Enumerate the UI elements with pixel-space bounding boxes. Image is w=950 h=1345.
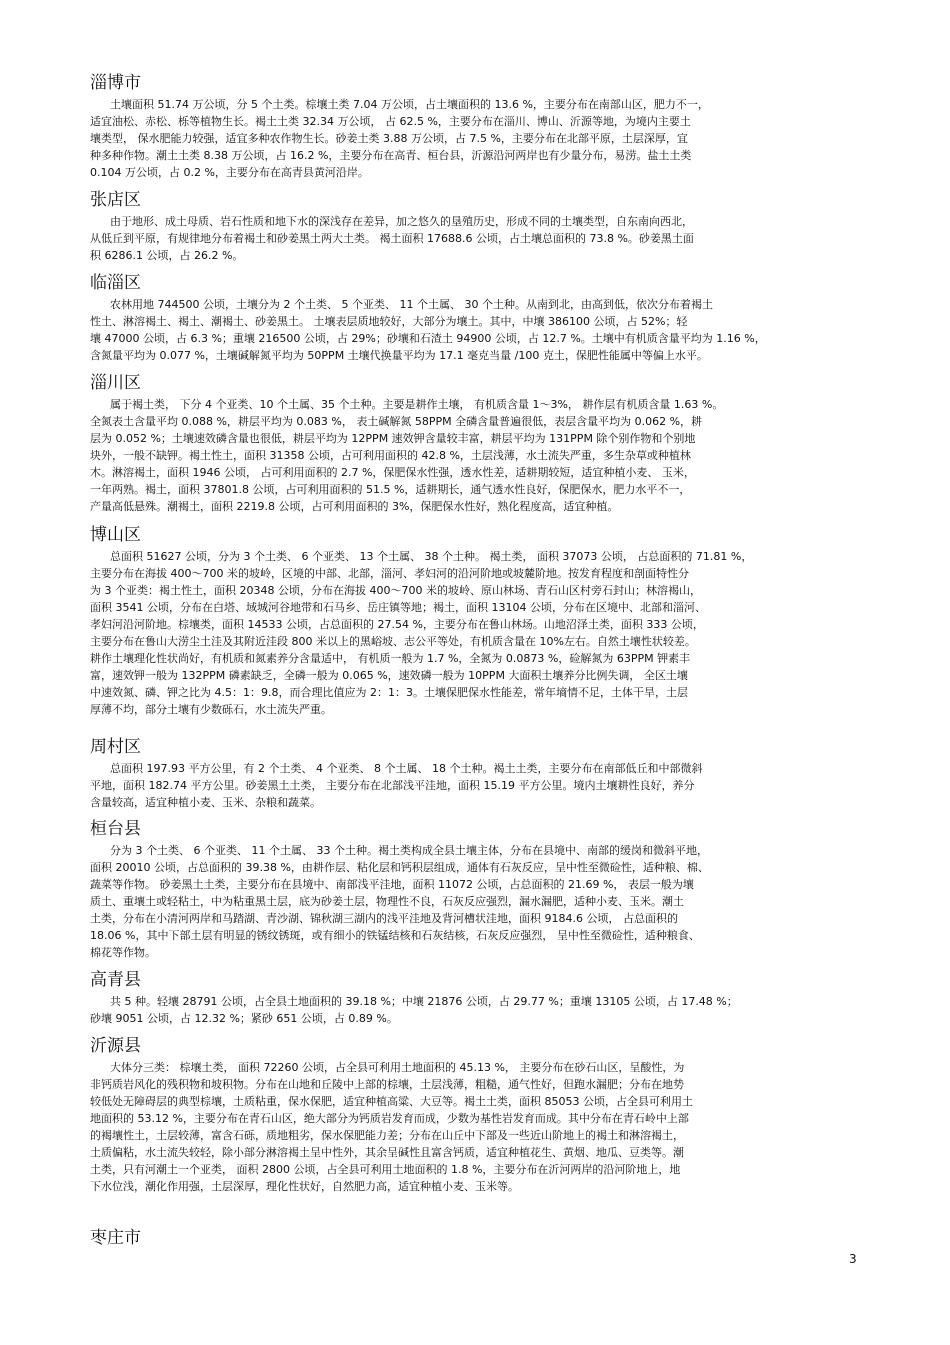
paragraph-line: 面积 3541 公顷，分布在白塔、域城河谷地带和石马乡、岳庄镇等地；褐土，面积 13104 公顷，分布在区境中、北部和淄河、 [90, 601, 706, 614]
section-zichuan [90, 372, 860, 515]
section-heading: 周村区 [90, 737, 141, 757]
section-heading: 桓台县 [90, 819, 141, 839]
section-linzi [90, 272, 860, 364]
paragraph-line: 砂壤 9051 公顷，占 12.32 %；紧砂 651 公顷，占 0.89 %。 [90, 1012, 398, 1025]
section-heading: 临淄区 [90, 273, 141, 293]
paragraph-line: 块外，一般不缺钾。褐土性土，面积 31358 公顷，占可利用面积的 42.8 %，土层浅薄，水土流失严重，多生杂草或种植林 [90, 449, 691, 462]
section-heading: 高青县 [90, 970, 141, 990]
paragraph-line: 积 6286.1 公顷，占 26.2 %。 [90, 249, 244, 262]
section-boshan [90, 524, 860, 718]
section-zhoucun [90, 736, 860, 811]
paragraph-line: 主要分布在海拔 400～700 米的坡岭，区境的中部、北部，淄河、孝妇河的沿河阶地或坡麓阶地。按发育程度和剖面特性分 [90, 567, 689, 580]
section-gaoqing [90, 969, 860, 1027]
section-zhangdian [90, 189, 860, 264]
paragraph-line: 地面积的 53.12 %，主要分布在青石山区，绝大部分为钙质岩发育而成，少数为基性岩发育而成。其中分布在青石岭中上部 [90, 1112, 689, 1125]
paragraph-line: 种多种作物。潮土土类 8.38 万公顷，占 16.2 %，主要分布在高青、桓台县，沂源沿河两岸也有少量分布，易涝。盐土土类 [90, 149, 692, 162]
paragraph-line: 由于地形、成土母质、岩石性质和地下水的深浅存在差异，加之悠久的垦殖历史，形成不同的土壤类型，自东南向西北， [110, 215, 693, 228]
paragraph-line: 总面积 51627 公顷，分为 3 个土类、 6 个亚类、 13 个土属、 38 个土种。 褐土类， 面积 37073 公顷， 占总面积的 71.81 %， [110, 550, 753, 563]
paragraph-line: 从低丘到平原，有规律地分布着褐土和砂姜黑土两大土类。 褐土面积 17688.6 公顷，占土壤总面积的 73.8 %。砂姜黑土面 [90, 232, 694, 245]
section-heading: 博山区 [90, 525, 141, 545]
paragraph-line: 农林用地 744500 公顷，土壤分为 2 个土类、 5 个亚类、 11 个土属、 30 个土种。从南到北，由高到低，依次分布着褐土 [110, 298, 713, 311]
paragraph-line: 主要分布在鲁山大涝尘土洼及其附近洼段 800 米以上的黑峪坡、志公平等处，有机质含量在 10%左右。自然土壤性状较差。 [90, 635, 696, 648]
section-yiyuan [90, 1035, 860, 1195]
paragraph-line: 性土、淋溶褐土、褐土、潮褐土、砂姜黑土。 土壤表层质地较好，大部分为壤土。其中，中壤 386100 公顷，占 52%；轻 [90, 315, 688, 328]
paragraph-line: 蔬菜等作物。 砂姜黑土土类，主要分布在县境中、南部浅平洼地，面积 11072 公顷，占总面积的 21.69 %， 表层一般为壤 [90, 878, 694, 891]
paragraph-line: 含氮量平均为 0.077 %，土壤碱解氮平均为 50PPM 土壤代换量平均为 17.1 毫克当量 /100 克土，保肥性能属中等偏上水平。 [90, 349, 708, 362]
paragraph-line: 含量较高，适宜种植小麦、玉米、杂粮和蔬菜。 [90, 796, 321, 809]
section-huantai [90, 818, 860, 961]
paragraph-line: 厚薄不均，部分土壤有少数砾石，水土流失严重。 [90, 703, 332, 716]
paragraph-line: 下水位浅，潮化作用强，土层深厚，理化性状好，自然肥力高，适宜种植小麦、玉米等。 [90, 1180, 519, 1193]
paragraph-line: 非钙质岩风化的残积物和坡积物。分布在山地和丘陵中上部的棕壤，土层浅薄，粗糙，通气性好，但跑水漏肥；分布在地势 [90, 1078, 684, 1091]
paragraph-line: 土类，只有河潮土一个亚类， 面积 2800 公顷，占全县可利用土地面积的 1.8 %，主要分布在沂河两岸的沿河阶地上，地 [90, 1163, 681, 1176]
section-heading: 淄川区 [90, 373, 141, 393]
paragraph-line: 平地，面积 182.74 平方公里。砂姜黑土土类， 主要分布在北部浅平洼地，面积 15.19 平方公里。境内土壤耕性良好，养分 [90, 779, 695, 792]
paragraph-line: 土类，分布在小清河两岸和马踏湖、青沙湖、锦秋湖三湖内的浅平洼地及背河槽状洼地，面积 9184.6 公顷， 占总面积的 [90, 912, 678, 925]
paragraph-line: 共 5 种。轻壤 28791 公顷，占全县土地面积的 39.18 %；中壤 21876 公顷，占 29.77 %；重壤 13105 公顷，占 17.48 %； [110, 995, 738, 1008]
paragraph-line: 的褐壤性土，土层较薄，富含石砾，质地粗劣，保水保肥能力差；分布在山丘中下部及一些近山阶地上的褐土和淋溶褐土， [90, 1129, 684, 1142]
paragraph-line: 富，速效钾一般为 132PPM 磷素缺乏，全磷一般为 0.065 %，速效磷一般为 10PPM 大面积土壤养分比例失调， 全区土壤 [90, 669, 688, 682]
section-heading: 枣庄市 [90, 1228, 141, 1248]
paragraph-line: 较低处无障碍层的典型棕壤，土质粘重，保水保肥，适宜种植高粱、大豆等。褐土土类，面积 85053 公顷，占全县可利用土 [90, 1095, 693, 1108]
paragraph-line: 适宜油松、赤松、栎等植物生长。褐土土类 32.34 万公顷， 占 62.5 %，主要分布在淄川、博山、沂源等地，为境内主要土 [90, 115, 691, 128]
paragraph-line: 总面积 197.93 平方公里，有 2 个土类、 4 个亚类、 8 个土属、 18 个土种。褐土土类，主要分布在南部低丘和中部微斜 [110, 762, 703, 775]
paragraph-line: 质土、重壤土或轻粘土，中为粘重黑土层，底为砂姜土层，物理性不良，石灰反应强烈，漏水漏肥，适种小麦、玉米。潮土 [90, 895, 684, 908]
paragraph-line: 全氮表土含量平均 0.088 %，耕层平均为 0.083 %， 表土碱解氮 58PPM 全磷含量普遍很低，表层含量平均为 0.062 %，耕 [90, 415, 703, 428]
section-heading: 张店区 [90, 190, 141, 210]
paragraph-line: 棉花等作物。 [90, 946, 156, 959]
section-heading: 淄博市 [90, 73, 141, 93]
section-zaozhuang [90, 1227, 860, 1251]
paragraph-line: 产量高低悬殊。潮褐土，面积 2219.8 公顷，占可利用面积的 3%，保肥保水性好，熟化程度高，适宜种植。 [90, 500, 619, 513]
paragraph-line: 土壤面积 51.74 万公顷，分 5 个土类。棕壤土类 7.04 万公顷，占土壤面积的 13.6 %，主要分布在南部山区，肥力不一， [110, 98, 709, 111]
paragraph-line: 为 3 个亚类：褐土性土，面积 20348 公顷，分布在海拔 400～700 米的坡岭、原山林场、青石山区村旁石封山；林溶褐山， [90, 584, 701, 597]
paragraph-line: 18.06 %，其中下部土层有明显的锈纹锈斑，或有细小的铁锰结核和石灰结核，石灰反应强烈， 呈中性至微硷性，适种粮食、 [90, 929, 700, 942]
paragraph-line: 面积 20010 公顷，占总面积的 39.38 %，由耕作层、粘化层和钙积层组成，通体有石灰反应，呈中性至微硷性，适种粮、棉、 [90, 861, 709, 874]
paragraph-line: 土质偏粘，水土流失较轻，除小部分淋溶褐土呈中性外，其余呈碱性且富含钙质，适宜种植花生、黄烟、地瓜、豆类等。潮 [90, 1146, 684, 1159]
paragraph-line: 木。淋溶褐土，面积 1946 公顷， 占可利用面积的 2.7 %，保肥保水性强，透水性差，适耕期较短，适宜种植小麦、 玉米， [90, 466, 695, 479]
paragraph-line: 壤 47000 公顷，占 6.3 %；重壤 216500 公顷，占 29%；砂壤和石渣土 94900 公顷，占 12.7 %。土壤中有机质含量平均为 1.16 %， [90, 332, 766, 345]
paragraph-line: 0.104 万公顷，占 0.2 %，主要分布在高青县黄河沿岸。 [90, 166, 369, 179]
paragraph-line: 中速效氮、磷、钾之比为 4.5：1：9.8，而合理比值应为 2：1：3。土壤保肥保水性能差，常年墒情不足，土体干旱，土层 [90, 686, 688, 699]
paragraph-line: 壤类型， 保水肥能力较强，适宜多种农作物生长。砂姜土类 3.88 万公顷，占 7.5 %，主要分布在北部平原，土层深厚，宜 [90, 132, 688, 145]
paragraph-line: 分为 3 个土类、 6 个亚类、 11 个土属、 33 个土种。褐土类构成全县土壤主体，分布在县境中、南部的缓岗和微斜平地， [110, 844, 708, 857]
page-number: 3 [849, 1252, 857, 1266]
paragraph-line: 一年两熟。褐土，面积 37801.8 公顷，占可利用面积的 51.5 %，适耕期长，通气透水性良好，保肥保水，肥力水平不一， [90, 483, 691, 496]
paragraph-line: 属于褐土类， 下分 4 个亚类、10 个土属、35 个土种。主要是耕作土壤， 有机质含量 1～3%， 耕作层有机质含量 1.63 %。 [110, 398, 724, 411]
section-heading: 沂源县 [90, 1036, 141, 1056]
paragraph-line: 耕作土壤理化性状尚好，有机质和氮素养分含量适中， 有机质一般为 1.7 %，全氮为 0.0873 %，硷解氮为 63PPM 钾素丰 [90, 652, 691, 665]
paragraph-line: 大体分三类： 棕壤土类， 面积 72260 公顷，占全县可利用土地面积的 45.13 %， 主要分布在砂石山区，呈酸性，为 [110, 1061, 685, 1074]
paragraph-line: 孝妇河沿河阶地。棕壤类，面积 14533 公顷，占总面积的 27.54 %，主要分布在鲁山林场。山地沼泽土类，面积 333 公顷， [90, 618, 704, 631]
section-zibo [90, 72, 860, 181]
paragraph-line: 层为 0.052 %；土壤速效磷含量也很低，耕层平均为 12PPM 速效钾含量较丰富，耕层平均为 131PPM 除个别作物和个别地 [90, 432, 696, 445]
